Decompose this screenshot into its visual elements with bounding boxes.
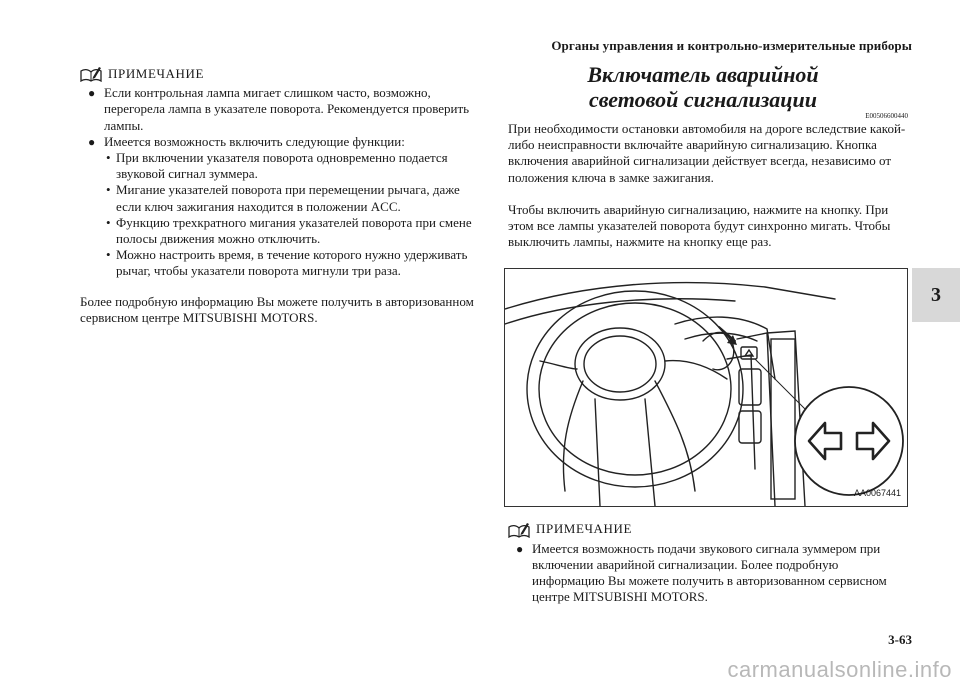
note-bullet-text: Имеется возможность включить следующие функции: [104, 133, 405, 149]
note-heading [80, 66, 480, 82]
sub-item-mark: • [106, 182, 111, 198]
hazard-callout-circle [795, 387, 903, 495]
sub-item-mark: • [106, 214, 111, 230]
sub-item-text: Можно настроить время, в течение которого нужно удерживать рычаг, чтобы указатели поворота мигнули три раза. [116, 247, 468, 279]
watermark: carmanualsonline.info [727, 657, 952, 682]
note-heading-text: ПРИМЕЧАНИЕ [108, 66, 205, 81]
section-paragraph: Чтобы включить аварийную сигнализацию, нажмите на кнопку. При этом все лампы указателей поворота будут синхронно мигать. Чтобы выключить лампы, нажмите на кнопку еще раз. [508, 201, 891, 250]
figure-code: AA0067441 [853, 488, 901, 499]
sub-item-text: При включении указателя поворота одновременно подается звуковой сигнал зуммера. [116, 150, 448, 182]
bullet-dot: ● [516, 541, 524, 556]
sub-item-text: Функцию трехкратного мигания указателей поворота при смене полосы движения можно отключить. [116, 214, 472, 247]
section-title [498, 62, 908, 112]
hazard-switch-figure [504, 268, 908, 507]
dashboard-illustration [505, 269, 907, 506]
sub-item-text: Мигание указателей поворота при перемещении рычага, даже если ключ зажигания находится в положении ACC. [116, 182, 460, 214]
bullet-dot: ● [88, 134, 96, 149]
chapter-tab: 3 [912, 268, 960, 322]
bullet-dot: ● [88, 86, 96, 101]
note-bullet-text: Если контрольная лампа мигает слишком часто, возможно, перегорела лампа в указателе поворота. Рекомендуется проверить лампы. [104, 85, 470, 133]
note-sub-item [106, 215, 480, 247]
note-heading [508, 521, 908, 537]
note-bullet [516, 541, 908, 606]
more-info-paragraph: Более подробную информацию Вы можете получить в авторизованном сервисном центре MITSUBISHI MOTORS. [80, 293, 474, 325]
note-bullet [88, 85, 480, 134]
note-pencil-icon [80, 66, 102, 82]
section-title-line: световой сигнализации [588, 87, 818, 112]
note-heading-text: ПРИМЕЧАНИЕ [536, 521, 633, 537]
left-column [80, 66, 480, 326]
page-number: 3-63 [888, 632, 912, 647]
note-bullet [88, 134, 480, 150]
sub-item-mark: • [106, 247, 111, 263]
right-column [508, 62, 908, 605]
note-pencil-icon [508, 522, 530, 538]
section-paragraph: При необходимости остановки автомобиля на дороге вследствие какой-либо неисправности включайте аварийную сигнализацию. Кнопка включения аварийной сигнализации действует всегда, независимо от положения ключа в замке зажигания. [508, 121, 906, 185]
sub-item-mark: • [106, 150, 111, 166]
note-sub-item [106, 182, 480, 214]
page-header: Органы управления и контрольно-измерительные приборы [551, 38, 912, 53]
section-code: E00506600440 [865, 112, 908, 120]
section-title-line: Включатель аварийной [587, 62, 819, 87]
note-sub-item [106, 247, 480, 279]
note-bullet-text: Имеется возможность подачи звукового сигнала зуммером при включении аварийной сигнализации. Более подробную информацию Вы можете получить в авторизованном сервисном центре MITSUBISHI MOTORS. [532, 540, 887, 605]
note-sub-item [106, 150, 480, 182]
